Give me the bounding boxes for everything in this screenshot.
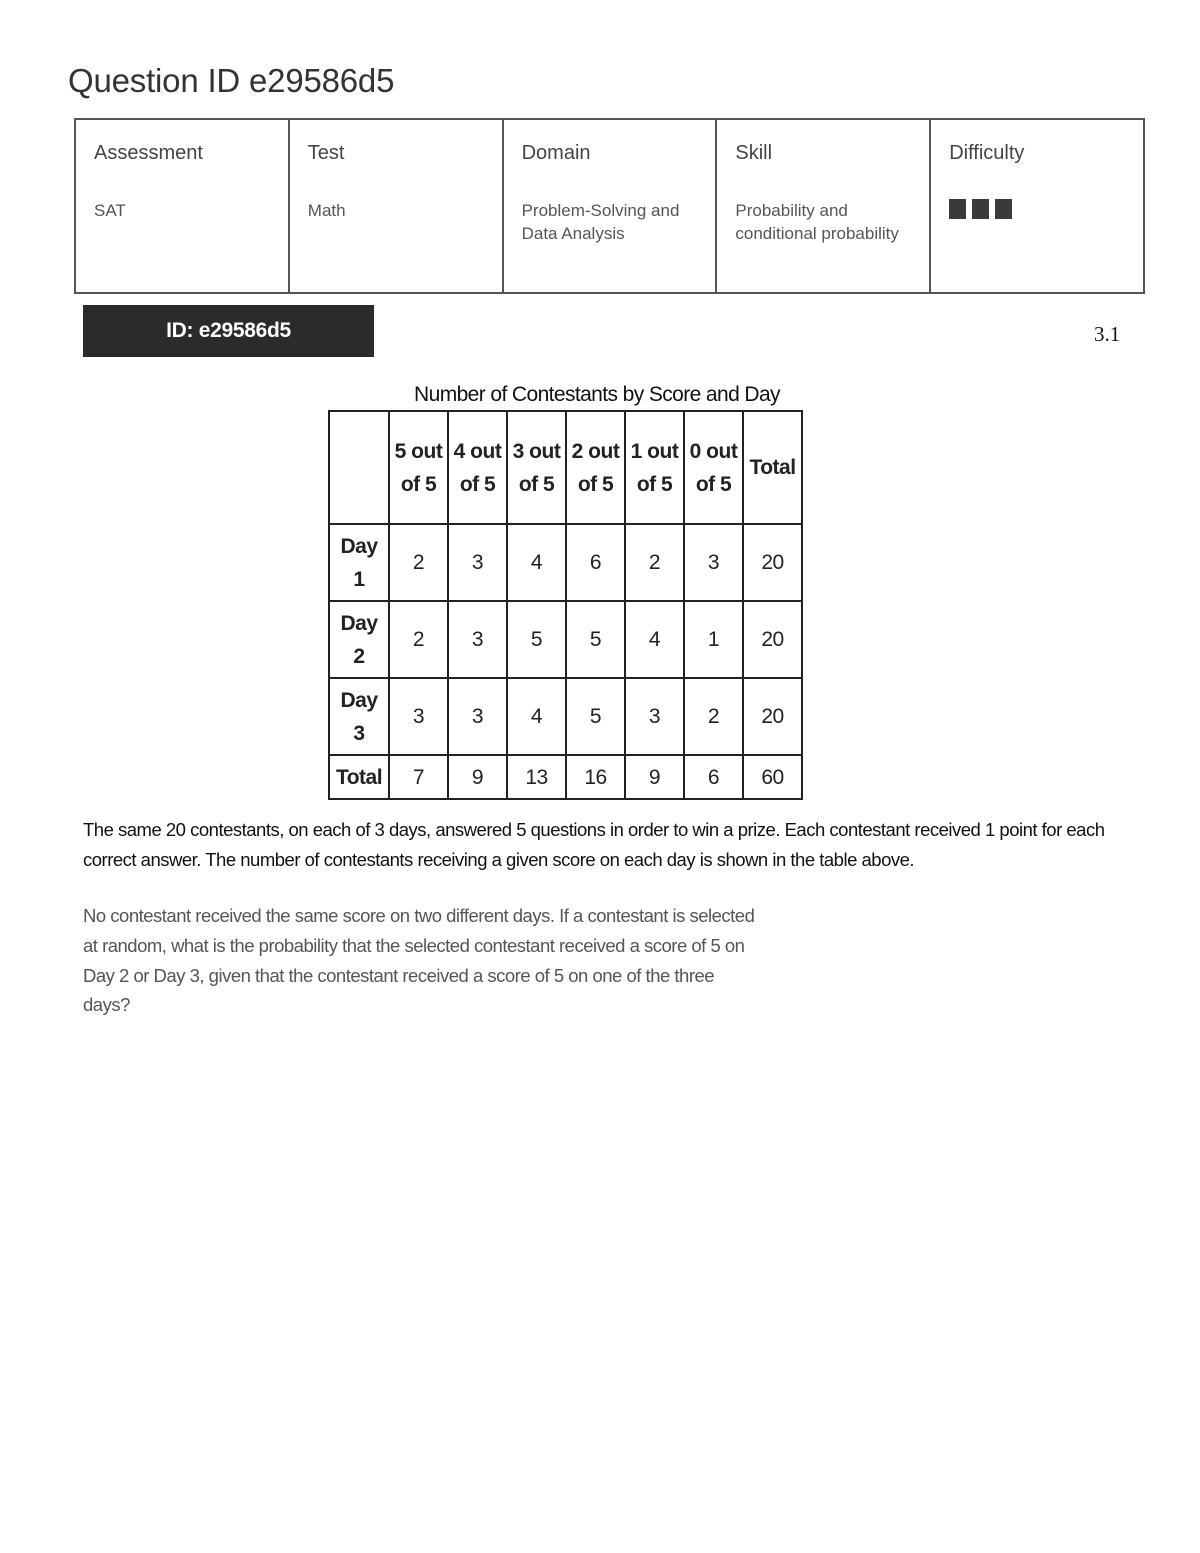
skill-cell: [716, 119, 930, 293]
table-cell: 2: [684, 678, 743, 755]
difficulty-cell: [930, 119, 1144, 293]
table-cell: 1: [684, 601, 743, 678]
header-cell: 2 out of 5: [566, 411, 625, 524]
table-cell: 3: [448, 678, 507, 755]
contestants-table: [328, 410, 803, 800]
question-id-badge: ID: e29586d5: [83, 305, 374, 357]
table-cell: 6: [566, 524, 625, 601]
table-cell: 2: [625, 524, 684, 601]
test-label: Test: [307, 142, 345, 164]
header-cell: 0 out of 5: [684, 411, 743, 524]
table-row: [329, 524, 802, 601]
assessment-label: Assessment: [94, 142, 203, 164]
table-cell: 9: [448, 755, 507, 799]
table-cell: 3: [448, 524, 507, 601]
header-cell: 4 out of 5: [448, 411, 507, 524]
table-cell: 4: [507, 678, 566, 755]
table-cell: 3: [448, 601, 507, 678]
question-meta-table: [74, 118, 1145, 294]
version-number: 3.1: [1094, 322, 1121, 346]
table-cell: 3: [625, 678, 684, 755]
table-cell: 13: [507, 755, 566, 799]
table-cell: 9: [625, 755, 684, 799]
difficulty-bar: [972, 199, 989, 219]
table-cell: 2: [389, 601, 448, 678]
row-label: Day 1: [329, 524, 389, 601]
difficulty-label: Difficulty: [949, 142, 1025, 164]
table-cell: 5: [566, 678, 625, 755]
table-cell: 3: [684, 524, 743, 601]
page-title: Question ID e29586d5: [68, 62, 395, 99]
test-cell: [289, 119, 503, 293]
table-cell: 20: [743, 524, 802, 601]
table-cell: 7: [389, 755, 448, 799]
table-row: [329, 678, 802, 755]
header-cell: 3 out of 5: [507, 411, 566, 524]
assessment-cell: [75, 119, 289, 293]
header-cell: Total: [743, 411, 802, 524]
table-cell: 4: [625, 601, 684, 678]
table-cell: 20: [743, 601, 802, 678]
domain-cell: [503, 119, 717, 293]
table-title: Number of Contestants by Score and Day: [414, 383, 780, 406]
table-cell: 2: [389, 524, 448, 601]
table-header-row: [329, 411, 802, 524]
table-cell: 4: [507, 524, 566, 601]
header-cell: [329, 411, 389, 524]
row-label: Day 3: [329, 678, 389, 755]
table-total-row: [329, 755, 802, 799]
table-cell: 5: [507, 601, 566, 678]
skill-label: Skill: [735, 142, 773, 164]
domain-label: Domain: [521, 142, 591, 164]
table-cell: 3: [389, 678, 448, 755]
table-cell: 60: [743, 755, 802, 799]
row-label: Day 2: [329, 601, 389, 678]
difficulty-indicator: [949, 199, 1125, 219]
table-cell: 5: [566, 601, 625, 678]
skill-value: Probability and conditional probability: [735, 201, 899, 243]
question-text: No contestant received the same score on two different days. If a contestant is selected at random, what is the probability that the selected contestant received a score of 5 on Day 2 or Day 3, given that the contestant received a score of 5 on one of the three days?: [83, 905, 755, 1016]
domain-value: Problem-Solving and Data Analysis: [521, 201, 680, 243]
table-cell: 16: [566, 755, 625, 799]
table-cell: 20: [743, 678, 802, 755]
problem-description: The same 20 contestants, on each of 3 days, answered 5 questions in order to win a prize. Each contestant received 1 point for each correct answer. The number of contestants receiving a given score on each day is shown in the table above.: [83, 819, 1105, 870]
table-cell: 6: [684, 755, 743, 799]
difficulty-bar: [949, 199, 966, 219]
row-label: Total: [329, 755, 389, 799]
header-cell: 5 out of 5: [389, 411, 448, 524]
assessment-value: SAT: [94, 201, 126, 220]
header-cell: 1 out of 5: [625, 411, 684, 524]
difficulty-bar: [995, 199, 1012, 219]
table-row: [329, 601, 802, 678]
test-value: Math: [307, 201, 346, 220]
